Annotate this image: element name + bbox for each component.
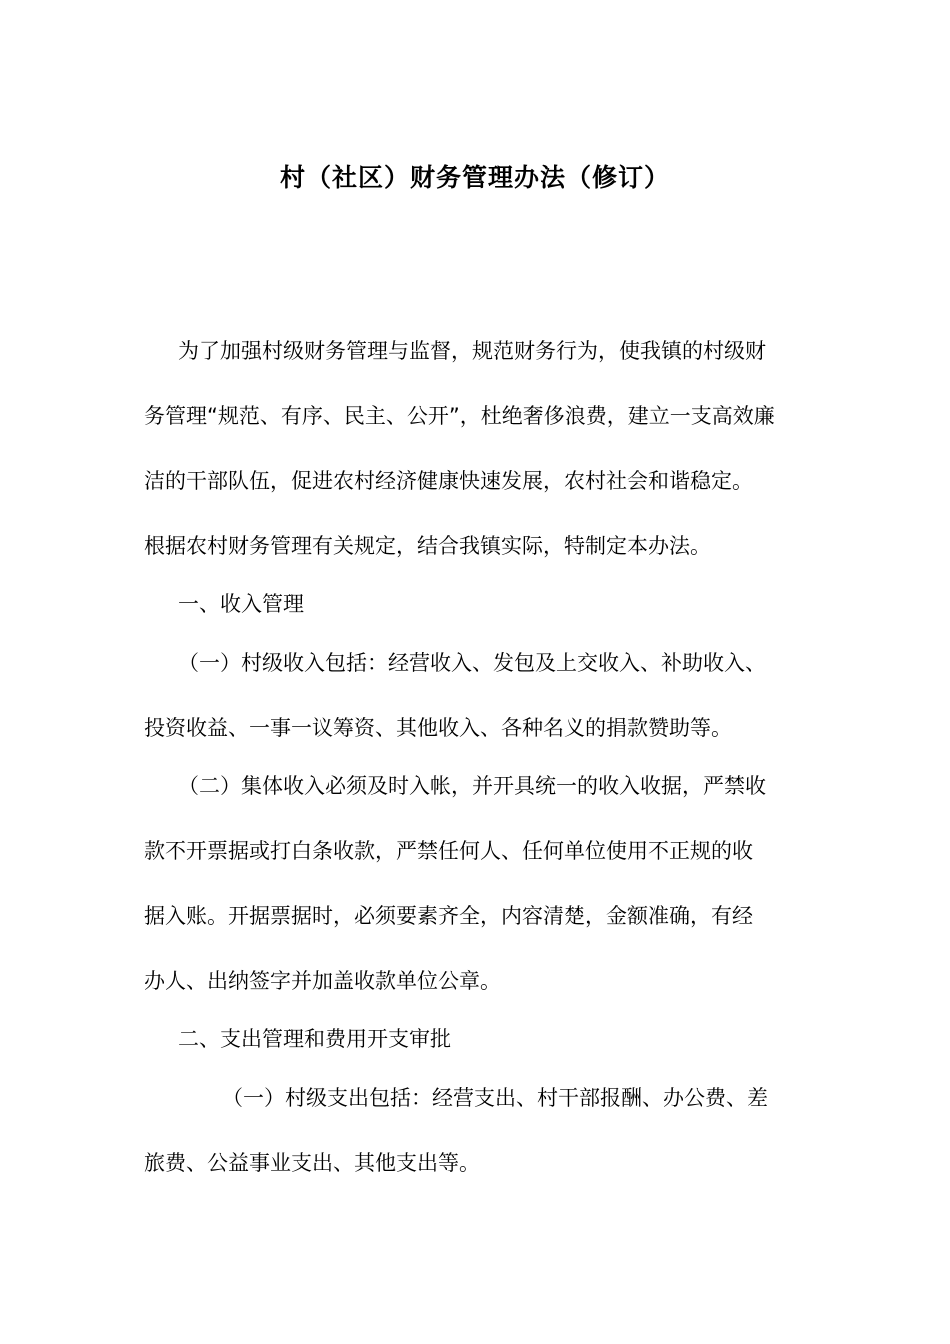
income-item-1-line-2: 投资收益、一事一议筹资、其他收入、各种名义的捐款赞助等。 bbox=[144, 716, 732, 740]
document-title: 村（社区）财务管理办法（修订） bbox=[279, 163, 670, 192]
income-item-2-line-1: （二）集体收入必须及时入帐，并开具统一的收入收据，严禁收 bbox=[178, 774, 766, 798]
section-heading-income: 一、收入管理 bbox=[178, 592, 304, 616]
income-item-2-line-2: 款不开票据或打白条收款，严禁任何人、任何单位使用不正规的收 bbox=[144, 839, 753, 863]
income-item-2-line-3: 据入账。开据票据时，必须要素齐全，内容清楚，金额准确，有经 bbox=[144, 904, 753, 928]
section-heading-expense: 二、支出管理和费用开支审批 bbox=[178, 1027, 451, 1051]
paragraph-intro-line-3: 洁的干部队伍，促进农村经济健康快速发展，农村社会和谐稳定。 bbox=[144, 469, 753, 493]
expense-item-1-line-2: 旅费、公益事业支出、其他支出等。 bbox=[144, 1151, 480, 1175]
paragraph-intro-line-1: 为了加强村级财务管理与监督，规范财务行为，使我镇的村级财 bbox=[178, 339, 766, 363]
expense-item-1-line-1: （一）村级支出包括：经营支出、村干部报酬、办公费、差 bbox=[222, 1086, 768, 1110]
paragraph-intro-line-2: 务管理“规范、有序、民主、公开”，杜绝奢侈浪费，建立一支高效廉 bbox=[144, 404, 775, 428]
income-item-2-line-4: 办人、出纳签字并加盖收款单位公章。 bbox=[144, 969, 501, 993]
income-item-1-line-1: （一）村级收入包括：经营收入、发包及上交收入、补助收入、 bbox=[178, 651, 766, 675]
paragraph-intro-line-4: 根据农村财务管理有关规定，结合我镇实际，特制定本办法。 bbox=[144, 534, 711, 558]
